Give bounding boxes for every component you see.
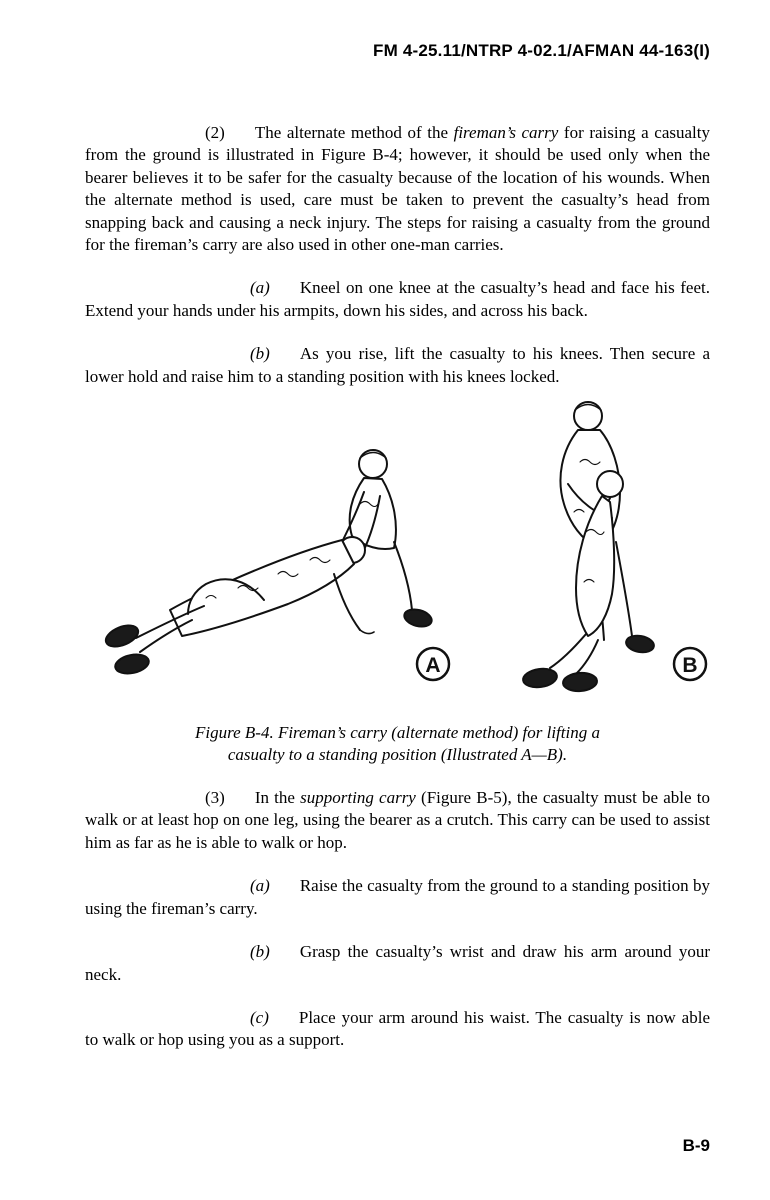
scene-b-drawing	[521, 402, 654, 692]
paragraph-2b	[85, 343, 710, 388]
text-run: Grasp the casualty’s wrist and draw his arm around your neck.	[85, 942, 710, 984]
scene-a-drawing	[102, 450, 433, 676]
paragraph-2	[85, 122, 710, 256]
document-header: FM 4-25.11/NTRP 4-02.1/AFMAN 44-163(I)	[372, 41, 710, 60]
paragraph-3	[85, 787, 710, 854]
text-run: The alternate method of the	[254, 123, 454, 142]
text-run-italic: fireman’s carry	[453, 123, 559, 142]
paragraph-2b-label: (b)	[250, 344, 270, 364]
figure-illustration	[88, 392, 708, 707]
casualty-b-head	[597, 471, 623, 497]
text-run-italic: supporting carry	[300, 788, 416, 808]
paragraph-2a	[85, 277, 710, 322]
figure-caption	[85, 722, 710, 766]
figure-b4	[85, 392, 710, 766]
figure-caption-line1: Figure B-4. Fireman’s carry (alternate method) for lifting a	[195, 723, 600, 743]
page-number: B-9	[682, 1136, 710, 1155]
text-run: (Figure B-5), the casualty must be able to walk or at least hop on one leg, using the bearer as a crutch. This carry can be used to assist him as far as he is able to walk or hop.	[85, 788, 710, 852]
paragraph-3a	[85, 875, 710, 920]
paragraph-3a-label: (a)	[250, 876, 270, 896]
text-run: As you rise, lift the casualty to his knees. Then secure a lower hold and raise him to a standing position with his knees locked.	[85, 344, 710, 386]
paragraph-3c-label: (c)	[250, 1007, 269, 1027]
paragraph-2a-label: (a)	[250, 278, 270, 298]
text-run: Kneel on one knee at the casualty’s head and face his feet. Extend your hands under his armpits, down his sides, and across his back.	[85, 278, 710, 320]
paragraph-3-label: (3)	[205, 788, 225, 808]
text-run: Raise the casualty from the ground to a standing position by using the fireman’s carry.	[85, 876, 710, 918]
paragraph-3c	[85, 1007, 710, 1052]
figure-caption-line2: casualty to a standing position (Illustrated A—B).	[227, 745, 568, 765]
figure-label-b: B	[681, 654, 698, 678]
paragraph-3b	[85, 941, 710, 986]
figure-label-a: A	[424, 654, 441, 678]
bearer-b-head	[574, 402, 602, 430]
paragraph-3b-label: (b)	[250, 942, 270, 962]
paragraph-2-label: (2)	[205, 123, 225, 142]
figure-labels	[417, 648, 706, 680]
text-run: In the	[254, 788, 301, 808]
bearer-a-head	[359, 450, 387, 478]
page-content	[85, 0, 710, 1052]
text-run: for raising a casualty from the ground is illustrated in Figure B-4; however, it should be used only when the bearer believes it to be safer for the casualty because of the location of his wounds. When the alternate method is used, care must be taken to prevent the casualty’s head from snapping back and causing a neck injury. The steps for raising a casualty from the ground for the fireman’s carry are also used in other one-man carries.	[85, 123, 710, 255]
text-run: Place your arm around his waist. The casualty is now able to walk or hop using you as a support.	[85, 1007, 710, 1050]
